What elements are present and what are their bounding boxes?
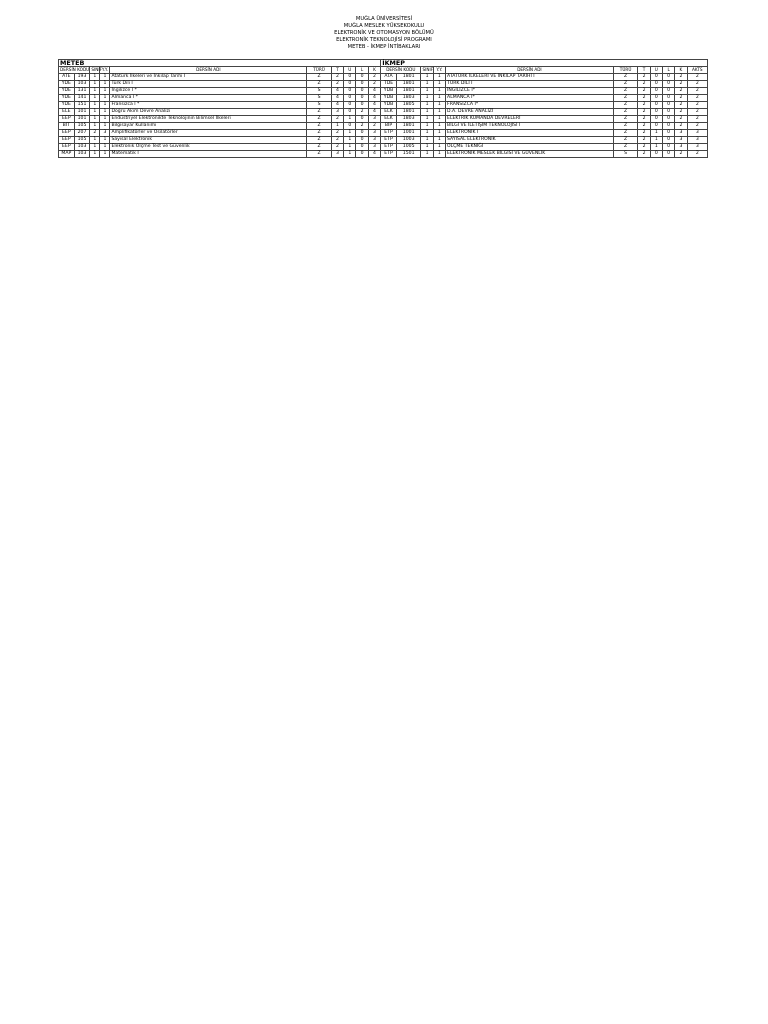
meteb-prefix-cell: YDE (59, 81, 75, 88)
meteb-code-cell: 103 (74, 81, 90, 88)
meteb-t-cell: 2 (331, 144, 343, 151)
ikmep-name-cell: FRANSIZCA I* (446, 102, 614, 109)
ikmep-u-cell: 0 (650, 109, 662, 116)
ikmep-u-cell: 0 (650, 151, 662, 158)
ikmep-name-cell: BİLGİ VE İLETİŞİM TEKNOLOJİSİ I (446, 123, 614, 130)
meteb-prefix-cell: EEP (59, 116, 75, 123)
ikmep-u-cell: 0 (650, 116, 662, 123)
meteb-k-cell: 4 (368, 102, 380, 109)
meteb-l-cell: 0 (356, 130, 368, 137)
table-row (59, 102, 708, 109)
ikmep-prefix-cell: YDB (381, 88, 397, 95)
ikmep-prefix-cell: YDB (381, 95, 397, 102)
meteb-k-cell: 2 (368, 123, 380, 130)
semester-1-rows (59, 74, 708, 158)
meteb-sinif-cell: 1 (90, 151, 100, 158)
meteb-l-cell: 0 (356, 102, 368, 109)
meteb-yy-cell: 1 (100, 81, 110, 88)
meteb-t-cell: 4 (331, 95, 343, 102)
ikmep-code-cell: 1801 (396, 109, 421, 116)
ikmep-akts-cell: 3 (687, 130, 707, 137)
ikmep-l-cell: 0 (662, 95, 674, 102)
ikmep-sinif-cell: 1 (421, 74, 433, 81)
meteb-t-cell: 3 (331, 151, 343, 158)
ikmep-turu-cell: Z (613, 88, 638, 95)
ikmep-turu-cell: Z (613, 109, 638, 116)
meteb-turu-cell: S (307, 95, 332, 102)
meteb-sinif-cell: 1 (90, 137, 100, 144)
section-header-row (59, 60, 708, 67)
table-row (59, 144, 708, 151)
ikmep-turu-cell: S (613, 151, 638, 158)
ikmep-sinif-cell: 1 (421, 130, 433, 137)
meteb-turu-cell: S (307, 88, 332, 95)
meteb-t-cell: 2 (331, 116, 343, 123)
ikmep-akts-cell: 3 (687, 137, 707, 144)
ikmep-turu-cell: Z (613, 74, 638, 81)
ikmep-name-cell: ALMANCA I* (446, 95, 614, 102)
meteb-turu-cell: Z (307, 81, 332, 88)
meteb-code-cell: 105 (74, 137, 90, 144)
ikmep-t-cell: 2 (638, 144, 650, 151)
meteb-code-cell: 101 (74, 116, 90, 123)
ikmep-code-cell: 1001 (396, 130, 421, 137)
meteb-yy-cell: 1 (100, 95, 110, 102)
ikmep-code-cell: 1801 (396, 81, 421, 88)
ikmep-t-header: T (638, 67, 650, 74)
ikmep-k-cell: 3 (675, 144, 687, 151)
ikmep-prefix-cell: ETP (381, 137, 397, 144)
meteb-k-cell: 3 (368, 130, 380, 137)
ikmep-yy-header: Y.Y. (433, 67, 445, 74)
meteb-sinif-cell: 1 (90, 81, 100, 88)
course-mapping-table (58, 59, 708, 158)
ikmep-t-cell: 2 (638, 109, 650, 116)
meteb-prefix-cell: MAP (59, 151, 75, 158)
meteb-prefix-cell: BİT (59, 123, 75, 130)
meteb-code-cell: 141 (74, 95, 90, 102)
table-row (59, 109, 708, 116)
ikmep-prefix-cell: ETP (381, 151, 397, 158)
ikmep-l-cell: 0 (662, 88, 674, 95)
ikmep-l-cell: 0 (662, 151, 674, 158)
meteb-t-cell: 4 (331, 88, 343, 95)
ikmep-yy-cell: 1 (433, 123, 445, 130)
ikmep-u-cell: 0 (650, 95, 662, 102)
meteb-u-cell: 0 (344, 74, 356, 81)
ikmep-akts-cell: 2 (687, 95, 707, 102)
meteb-yy-cell: 1 (100, 102, 110, 109)
meteb-sinif-cell: 1 (90, 88, 100, 95)
ikmep-sinif-cell: 1 (421, 137, 433, 144)
ikmep-name-cell: TÜRK DİLİ I (446, 81, 614, 88)
ikmep-prefix-cell: ETP (381, 144, 397, 151)
ikmep-code-cell: 1803 (396, 95, 421, 102)
meteb-yy-cell: 1 (100, 123, 110, 130)
table-row (59, 123, 708, 130)
ikmep-turu-cell: Z (613, 137, 638, 144)
ikmep-k-cell: 2 (675, 95, 687, 102)
ikmep-sinif-cell: 1 (421, 123, 433, 130)
meteb-turu-cell: Z (307, 109, 332, 116)
ikmep-l-cell: 0 (662, 74, 674, 81)
ikmep-code-cell: 1801 (396, 88, 421, 95)
ikmep-t-cell: 2 (638, 130, 650, 137)
ikmep-code-cell: 1801 (396, 74, 421, 81)
ikmep-t-cell: 2 (638, 88, 650, 95)
ikmep-l-cell: 0 (662, 81, 674, 88)
ikmep-yy-cell: 1 (433, 102, 445, 109)
meteb-l-cell: 0 (356, 151, 368, 158)
meteb-yy-cell: 1 (100, 74, 110, 81)
meteb-k-cell: 3 (368, 116, 380, 123)
ikmep-sinif-cell: 1 (421, 88, 433, 95)
ikmep-turu-cell: Z (613, 123, 638, 130)
meteb-t-cell: 2 (331, 74, 343, 81)
ikmep-code-header: DERSİN KODU (381, 67, 421, 74)
meteb-yy-cell: 1 (100, 144, 110, 151)
ikmep-section-label: İKMEP (381, 60, 708, 67)
meteb-code-header: DERSİN KODU (60, 67, 90, 72)
meteb-l-cell: 0 (356, 81, 368, 88)
meteb-l-cell: 0 (356, 116, 368, 123)
meteb-code-cell: 131 (74, 88, 90, 95)
ikmep-prefix-cell: BİP (381, 123, 397, 130)
meteb-code-cell: 103 (74, 151, 90, 158)
meteb-t-cell: 1 (331, 123, 343, 130)
ikmep-akts-cell: 2 (687, 102, 707, 109)
meteb-k-cell: 2 (368, 81, 380, 88)
meteb-turu-cell: S (307, 102, 332, 109)
ikmep-yy-cell: 1 (433, 137, 445, 144)
meteb-k-cell: 4 (368, 151, 380, 158)
ikmep-yy-cell: 1 (433, 130, 445, 137)
ikmep-name-cell: D.A. DEVRE ANALİZİ (446, 109, 614, 116)
ikmep-l-cell: 0 (662, 116, 674, 123)
ikmep-k-cell: 2 (675, 81, 687, 88)
ikmep-u-cell: 0 (650, 74, 662, 81)
meteb-prefix-cell: YDE (59, 95, 75, 102)
meteb-code-cell: 207 (74, 130, 90, 137)
ikmep-akts-cell: 2 (687, 151, 707, 158)
ikmep-l-cell: 0 (662, 109, 674, 116)
ikmep-t-cell: 2 (638, 137, 650, 144)
ikmep-yy-cell: 1 (433, 74, 445, 81)
ikmep-sinif-header: SINIF (422, 67, 434, 72)
meteb-k-cell: 3 (368, 137, 380, 144)
ikmep-u-cell: 1 (650, 130, 662, 137)
meteb-u-cell: 1 (344, 144, 356, 151)
meteb-prefix-cell: ATE (59, 74, 75, 81)
ikmep-u-header: U (650, 67, 662, 74)
ikmep-yy-cell: 1 (433, 109, 445, 116)
ikmep-l-header: L (662, 67, 674, 74)
meteb-k-cell: 2 (368, 74, 380, 81)
ikmep-prefix-cell: ATA (381, 74, 397, 81)
ikmep-name-cell: SAYISAL ELEKTRONİK (446, 137, 614, 144)
meteb-u-cell: 0 (344, 95, 356, 102)
meteb-u-cell: 0 (344, 81, 356, 88)
meteb-yy-cell: 1 (100, 88, 110, 95)
meteb-sinif-cell: 1 (90, 144, 100, 151)
ikmep-name-cell: İNGİLİZCE I* (446, 88, 614, 95)
meteb-prefix-cell: EEP (59, 130, 75, 137)
ikmep-code-cell: 1803 (396, 116, 421, 123)
ikmep-u-cell: 0 (650, 81, 662, 88)
meteb-u-cell: 0 (344, 88, 356, 95)
ikmep-prefix-cell: ELK (381, 116, 397, 123)
ikmep-akts-cell: 2 (687, 81, 707, 88)
ikmep-l-cell: 0 (662, 130, 674, 137)
meteb-yy-header: Y.Y. (101, 67, 108, 72)
ikmep-akts-cell: 2 (687, 123, 707, 130)
university-name: MUĞLA ÜNİVERSİTESİ (355, 16, 413, 22)
meteb-sinif-cell: 1 (90, 116, 100, 123)
meteb-u-cell: 0 (344, 109, 356, 116)
meteb-sinif-cell: 2 (90, 130, 100, 137)
ikmep-t-cell: 2 (638, 151, 650, 158)
ikmep-k-cell: 2 (675, 88, 687, 95)
ikmep-k-header: K (675, 67, 687, 74)
ikmep-t-cell: 2 (638, 116, 650, 123)
ikmep-turu-cell: Z (613, 95, 638, 102)
ikmep-l-cell: 0 (662, 144, 674, 151)
ikmep-u-cell: 1 (650, 144, 662, 151)
meteb-sinif-cell: 1 (90, 102, 100, 109)
ikmep-turu-cell: Z (613, 81, 638, 88)
ikmep-prefix-cell: YDB (381, 102, 397, 109)
meteb-sinif-header: SINIF (91, 67, 102, 72)
meteb-u-cell: 1 (344, 137, 356, 144)
meteb-k-header: K (368, 67, 380, 74)
meteb-code-cell: 103 (74, 144, 90, 151)
meteb-code-cell: 151 (74, 102, 90, 109)
ikmep-sinif-cell: 1 (421, 151, 433, 158)
ikmep-name-cell: ELEKTRİK KUMANDA DEVRELERİ (446, 116, 614, 123)
meteb-l-cell: 0 (356, 137, 368, 144)
meteb-name-cell: Sayısal Elektronik (110, 137, 307, 144)
ikmep-akts-cell: 3 (687, 144, 707, 151)
table-row (59, 88, 708, 95)
ikmep-prefix-cell: TDE (381, 81, 397, 88)
meteb-l-cell: 0 (356, 74, 368, 81)
ikmep-name-cell: ELEKTRONİK MESLEK BİLGİSİ VE GÜVENLİK (446, 151, 614, 158)
column-header-row (59, 67, 708, 74)
meteb-turu-header: TÜRÜ (307, 67, 332, 74)
table-row (59, 95, 708, 102)
ikmep-prefix-cell: ELK (381, 109, 397, 116)
meteb-yy-cell: 1 (100, 151, 110, 158)
ikmep-turu-cell: Z (613, 130, 638, 137)
ikmep-yy-cell: 1 (433, 144, 445, 151)
meteb-t-cell: 4 (331, 102, 343, 109)
meteb-name-cell: Endüstriyel Elektronikte Teknolojinin Bilimsel İlkeleri (110, 116, 307, 123)
ikmep-sinif-cell: 1 (421, 81, 433, 88)
meteb-yy-cell: 1 (100, 109, 110, 116)
meteb-turu-cell: Z (307, 137, 332, 144)
meteb-prefix-cell: EEP (59, 144, 75, 151)
table-row (59, 81, 708, 88)
department-name: ELEKTRONİK VE OTOMASYON BÖLÜMÜ (334, 30, 434, 36)
ikmep-k-cell: 2 (675, 102, 687, 109)
meteb-u-cell: 1 (344, 151, 356, 158)
meteb-yy-cell: 3 (100, 130, 110, 137)
meteb-prefix-cell: EEP (59, 137, 75, 144)
ikmep-t-cell: 2 (638, 74, 650, 81)
meteb-code-cell: 105 (74, 123, 90, 130)
ikmep-code-cell: 1801 (396, 123, 421, 130)
meteb-l-cell: 2 (356, 109, 368, 116)
meteb-yy-cell: 1 (100, 137, 110, 144)
meteb-code-cell: 193 (74, 74, 90, 81)
ikmep-k-cell: 2 (675, 109, 687, 116)
meteb-name-cell: İngilizce I * (110, 88, 307, 95)
meteb-u-cell: 0 (344, 102, 356, 109)
ikmep-k-cell: 2 (675, 123, 687, 130)
meteb-turu-cell: Z (307, 130, 332, 137)
ikmep-turu-cell: Z (613, 116, 638, 123)
meteb-sinif-cell: 1 (90, 123, 100, 130)
meteb-turu-cell: Z (307, 116, 332, 123)
meteb-t-cell: 3 (331, 109, 343, 116)
ikmep-name-cell: ATATÜRK İLKELERİ VE İNKILAP TARİHİ I (446, 74, 614, 81)
meteb-name-header: DERSİN ADI (110, 67, 307, 74)
ikmep-yy-cell: 1 (433, 95, 445, 102)
meteb-turu-cell: Z (307, 123, 332, 130)
ikmep-k-cell: 2 (675, 74, 687, 81)
ikmep-yy-cell: 1 (433, 151, 445, 158)
ikmep-name-cell: ELEKTRONİK I (446, 130, 614, 137)
meteb-name-cell: Matematik I (110, 151, 307, 158)
meteb-turu-cell: Z (307, 144, 332, 151)
ikmep-akts-cell: 2 (687, 109, 707, 116)
ikmep-t-cell: 2 (638, 81, 650, 88)
table-row (59, 116, 708, 123)
meteb-l-header: L (356, 67, 368, 74)
school-name: MUĞLA MESLEK YÜKSEKOKULU (343, 23, 425, 29)
ikmep-code-cell: 1805 (396, 102, 421, 109)
ikmep-prefix-cell: ETP (381, 130, 397, 137)
ikmep-k-cell: 2 (675, 151, 687, 158)
ikmep-code-cell: 1005 (396, 144, 421, 151)
table-row (59, 74, 708, 81)
meteb-sinif-cell: 1 (90, 95, 100, 102)
ikmep-l-cell: 0 (662, 123, 674, 130)
meteb-turu-cell: Z (307, 151, 332, 158)
ikmep-k-cell: 2 (675, 116, 687, 123)
meteb-name-cell: Fransızca I * (110, 102, 307, 109)
meteb-section-label: METEB (59, 60, 381, 67)
ikmep-k-cell: 3 (675, 130, 687, 137)
ikmep-sinif-cell: 1 (421, 144, 433, 151)
ikmep-code-cell: 1003 (396, 137, 421, 144)
meteb-k-cell: 3 (368, 144, 380, 151)
document-title: METEB - İKMEP İNTİBAKLARI (347, 44, 421, 50)
meteb-t-cell: 2 (331, 81, 343, 88)
ikmep-u-cell: 0 (650, 88, 662, 95)
ikmep-u-cell: 0 (650, 102, 662, 109)
meteb-name-cell: Amplifikatörler ve Osilatörler (110, 130, 307, 137)
ikmep-turu-cell: Z (613, 102, 638, 109)
meteb-u-cell: 1 (344, 116, 356, 123)
ikmep-t-cell: 2 (638, 102, 650, 109)
meteb-k-cell: 4 (368, 88, 380, 95)
meteb-u-cell: 0 (344, 123, 356, 130)
meteb-t-cell: 2 (331, 130, 343, 137)
program-name: ELEKTRONİK TEKNOLOJİSİ PROGRAMI (336, 37, 432, 43)
meteb-yy-cell: 1 (100, 116, 110, 123)
document-header (0, 16, 768, 51)
ikmep-sinif-cell: 1 (421, 102, 433, 109)
meteb-name-cell: Atatürk İlkeleri ve İnkılap Tarihi I (110, 74, 307, 81)
meteb-k-cell: 4 (368, 109, 380, 116)
meteb-u-cell: 1 (344, 130, 356, 137)
ikmep-yy-cell: 1 (433, 116, 445, 123)
ikmep-l-cell: 0 (662, 102, 674, 109)
ikmep-yy-cell: 1 (433, 81, 445, 88)
meteb-name-cell: Almanca I * (110, 95, 307, 102)
ikmep-akts-cell: 2 (687, 88, 707, 95)
meteb-l-cell: 0 (356, 95, 368, 102)
meteb-turu-cell: Z (307, 74, 332, 81)
table-row (59, 137, 708, 144)
meteb-code-cell: 101 (74, 109, 90, 116)
ikmep-k-cell: 3 (675, 137, 687, 144)
ikmep-code-cell: 1501 (396, 151, 421, 158)
meteb-l-cell: 0 (356, 88, 368, 95)
meteb-t-header: T (331, 67, 343, 74)
meteb-name-cell: Türk Dili I (110, 81, 307, 88)
ikmep-sinif-cell: 1 (421, 116, 433, 123)
meteb-u-header: U (344, 67, 356, 74)
meteb-prefix-cell: YDE (59, 88, 75, 95)
meteb-l-cell: 2 (356, 123, 368, 130)
ikmep-l-cell: 0 (662, 137, 674, 144)
ikmep-name-header: DERSİN ADI (446, 67, 614, 74)
table-row (59, 130, 708, 137)
meteb-prefix-cell: YDE (59, 102, 75, 109)
meteb-name-cell: Elektronik Ölçme Test ve Güvenlik (110, 144, 307, 151)
meteb-sinif-cell: 1 (90, 109, 100, 116)
ikmep-akts-cell: 2 (687, 116, 707, 123)
ikmep-u-cell: 0 (650, 123, 662, 130)
ikmep-akts-cell: 2 (687, 74, 707, 81)
ikmep-name-cell: ÖLÇME TEKNİĞİ (446, 144, 614, 151)
ikmep-turu-cell: Z (613, 144, 638, 151)
ikmep-turu-header: TÜRÜ (613, 67, 638, 74)
ikmep-sinif-cell: 1 (421, 109, 433, 116)
meteb-name-cell: Doğru Akım Devre Analizi (110, 109, 307, 116)
ikmep-sinif-cell: 1 (421, 95, 433, 102)
meteb-sinif-cell: 1 (90, 74, 100, 81)
table-row (59, 151, 708, 158)
meteb-prefix-cell: ELE (59, 109, 75, 116)
ikmep-yy-cell: 1 (433, 88, 445, 95)
meteb-name-cell: Bilgisayar Kullanımı (110, 123, 307, 130)
meteb-l-cell: 0 (356, 144, 368, 151)
ikmep-akts-header: AKTS (687, 67, 707, 74)
ikmep-t-cell: 2 (638, 123, 650, 130)
ikmep-t-cell: 2 (638, 95, 650, 102)
meteb-t-cell: 2 (331, 137, 343, 144)
ikmep-u-cell: 1 (650, 137, 662, 144)
meteb-k-cell: 4 (368, 95, 380, 102)
